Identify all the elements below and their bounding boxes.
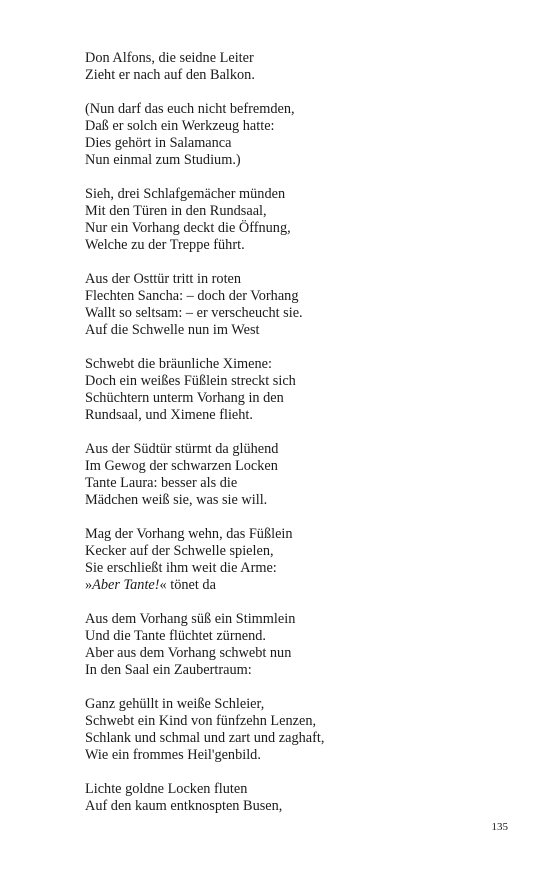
stanza (85, 441, 485, 509)
poem-line: Aus der Osttür tritt in roten (85, 271, 242, 287)
stanza (85, 696, 485, 764)
poem-line: Kecker auf der Schwelle spielen, (85, 543, 274, 559)
poem-line (85, 577, 485, 594)
poem-line: Schlank und schmal und zart und zaghaft, (85, 730, 325, 746)
poem-line: Im Gewog der schwarzen Locken (85, 458, 278, 474)
poem-line: Nur ein Vorhang deckt die Öffnung, (85, 220, 291, 236)
poem-line: Mag der Vorhang wehn, das Füßlein (85, 526, 293, 542)
stanza (85, 50, 485, 84)
page-number: 135 (491, 821, 508, 833)
stanza (85, 611, 485, 679)
stanza (85, 271, 485, 339)
poem-line: Schüchtern unterm Vorhang in den (85, 390, 284, 406)
poem-line: Tante Laura: besser als die (85, 475, 238, 491)
poem-line: Aus dem Vorhang süß ein Stimmlein (85, 611, 296, 627)
stanza (85, 356, 485, 424)
poem-line: Rundsaal, und Ximene flieht. (85, 407, 253, 423)
poem-line: Welche zu der Treppe führt. (85, 237, 245, 253)
poem-line: (Nun darf das euch nicht befremden, (85, 101, 295, 117)
poem-line: Don Alfons, die seidne Leiter (85, 50, 254, 66)
quote-close-rest: « tönet da (159, 577, 216, 593)
poem-line: Doch ein weißes Füßlein streckt sich (85, 373, 296, 389)
poem-line: Mit den Türen in den Rundsaal, (85, 203, 267, 219)
poem-line: Aber aus dem Vorhang schwebt nun (85, 645, 292, 661)
poem-line: Aus der Südtür stürmt da glühend (85, 441, 279, 457)
italic-speech: Aber Tante! (92, 577, 160, 593)
quote-open: » (85, 577, 93, 593)
poem-line: Nun einmal zum Studium.) (85, 152, 241, 168)
poem-line: Wallt so seltsam: – er verscheucht sie. (85, 305, 303, 321)
poem-line: Auf die Schwelle nun im West (85, 322, 260, 338)
poem-text (85, 50, 485, 832)
poem-line: Sieh, drei Schlafgemächer münden (85, 186, 286, 202)
poem-line: Wie ein frommes Heil'genbild. (85, 747, 261, 763)
poem-line: Mädchen weiß sie, was sie will. (85, 492, 268, 508)
poem-line: Schwebt ein Kind von fünfzehn Lenzen, (85, 713, 317, 729)
poem-line: Und die Tante flüchtet zürnend. (85, 628, 266, 644)
poem-line: Schwebt die bräunliche Ximene: (85, 356, 272, 372)
poem-line: Zieht er nach auf den Balkon. (85, 67, 255, 83)
poem-line: Lichte goldne Locken fluten (85, 781, 248, 797)
poem-line: Daß er solch ein Werkzeug hatte: (85, 118, 275, 134)
poem-line: Ganz gehüllt in weiße Schleier, (85, 696, 265, 712)
poem-line: Sie erschließt ihm weit die Arme: (85, 560, 277, 576)
stanza (85, 781, 485, 815)
poem-line: Dies gehört in Salamanca (85, 135, 232, 151)
stanza (85, 186, 485, 254)
stanza (85, 101, 485, 169)
poem-line: Auf den kaum entknospten Busen, (85, 798, 283, 814)
poem-line: In den Saal ein Zaubertraum: (85, 662, 252, 678)
stanza (85, 526, 485, 594)
poem-line: Flechten Sancha: – doch der Vorhang (85, 288, 299, 304)
